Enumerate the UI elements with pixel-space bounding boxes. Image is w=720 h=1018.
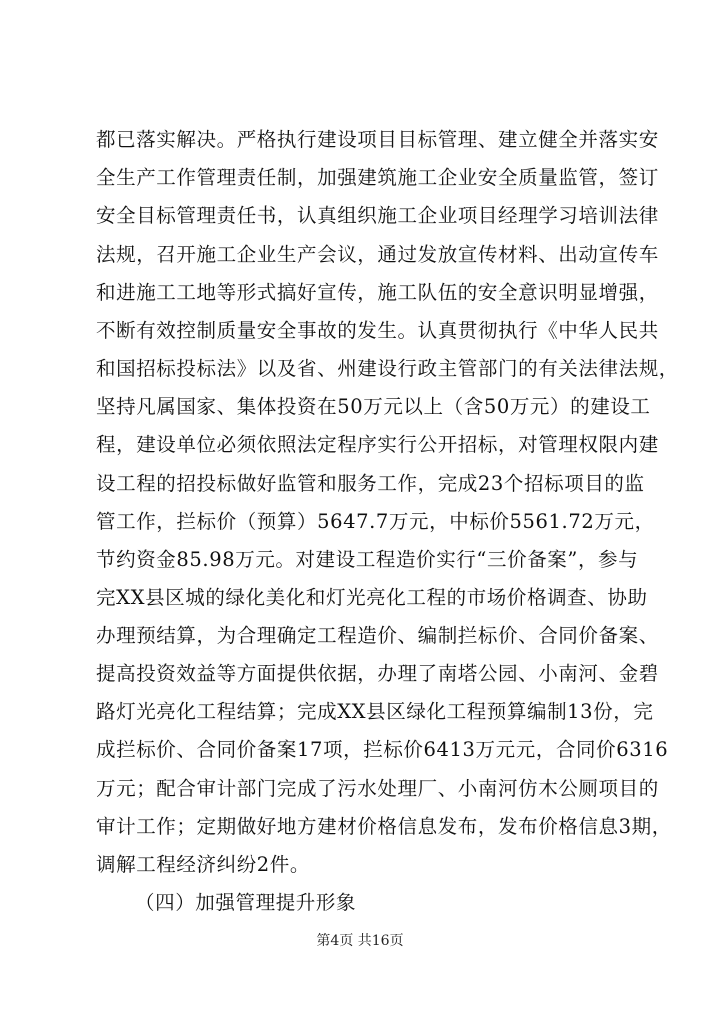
body-text-line: 都已落实解决。严格执行建设项目目标管理、建立健全并落实安 xyxy=(96,128,659,151)
body-text-line: 路灯光亮化工程结算；完成XX县区绿化工程预算编制13份，完 xyxy=(96,700,654,723)
body-text-line: 成拦标价、合同价备案17项，拦标价6413万元元，合同价6316 xyxy=(96,738,669,761)
body-text-line: 完XX县区城的绿化美化和灯光亮化工程的市场价格调查、协助 xyxy=(96,586,648,609)
body-text-line: 提高投资效益等方面提供依据，办理了南塔公园、小南河、金碧 xyxy=(96,662,659,685)
body-text-line: 设工程的招投标做好监管和服务工作，完成23个招标项目的监 xyxy=(96,472,645,495)
body-text-line: 和进施工工地等形式搞好宣传，施工队伍的安全意识明显增强， xyxy=(96,281,659,304)
body-text-line: 全生产工作管理责任制，加强建筑施工企业安全质量监管，签订 xyxy=(96,166,659,189)
body-text-line: 和国招标投标法》以及省、州建设行政主管部门的有关法律法规， xyxy=(96,357,679,380)
body-text-line: 安全目标管理责任书，认真组织施工企业项目经理学习培训法律 xyxy=(96,204,659,227)
body-text-line: 法规，召开施工企业生产会议，通过发放宣传材料、出动宣传车 xyxy=(96,243,659,266)
body-text-line: 管工作，拦标价（预算）5647.7万元，中标价5561.72万元， xyxy=(96,510,655,533)
body-text-line: 节约资金85.98万元。对建设工程造价实行“三价备案”，参与 xyxy=(96,548,639,571)
body-text-line: 程，建设单位必须依照法定程序实行公开招标，对管理权限内建 xyxy=(96,433,659,456)
section-heading: （四）加强管理提升形象 xyxy=(135,891,357,914)
body-text-line: 办理预结算，为合理确定工程造价、编制拦标价、合同价备案、 xyxy=(96,624,659,647)
body-text-line: 坚持凡属国家、集体投资在50万元以上（含50万元）的建设工 xyxy=(96,395,651,418)
body-text-line: 万元；配合审计部门完成了污水处理厂、小南河仿木公厕项目的 xyxy=(96,777,659,800)
page-footer: 第4页 共16页 xyxy=(316,933,404,949)
body-text-line: 调解工程经济纠纷2件。 xyxy=(96,853,311,876)
body-text-line: 不断有效控制质量安全事故的发生。认真贯彻执行《中华人民共 xyxy=(96,319,659,342)
body-text-line: 审计工作；定期做好地方建材价格信息发布，发布价格信息3期， xyxy=(96,815,672,838)
